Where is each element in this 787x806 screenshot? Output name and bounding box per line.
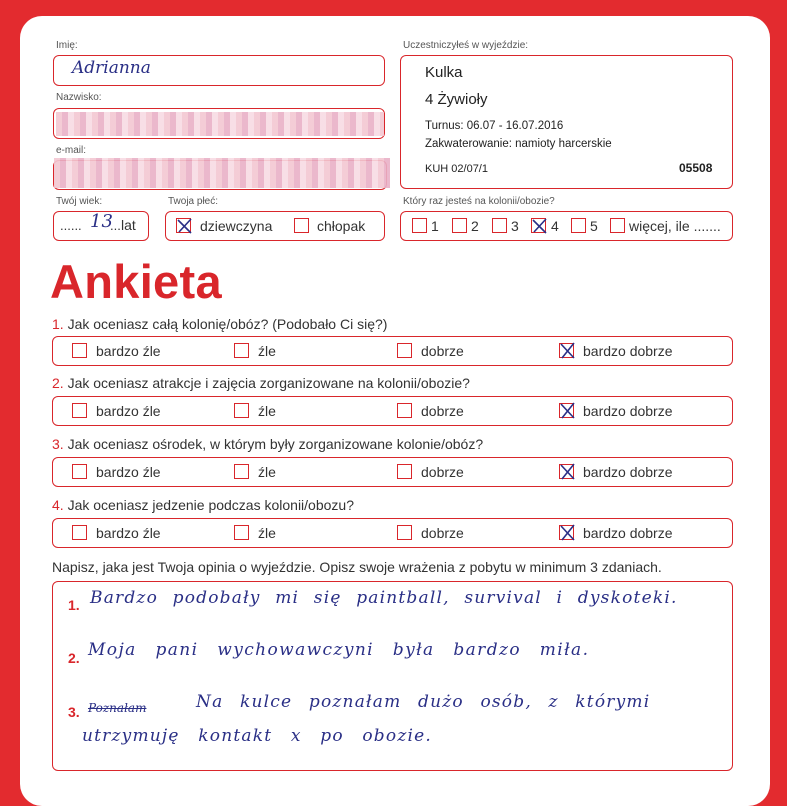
times-checkbox-3[interactable] xyxy=(492,218,507,233)
q1-option-very-good: bardzo dobrze xyxy=(583,343,673,359)
q3-option-bad-checkbox[interactable] xyxy=(234,464,249,479)
times-checkbox-more[interactable] xyxy=(610,218,625,233)
q4-option-bad-checkbox[interactable] xyxy=(234,525,249,540)
email-label: e-mail: xyxy=(56,145,87,156)
q1-option-very-bad-checkbox[interactable] xyxy=(72,343,87,358)
q3-option-good: dobrze xyxy=(421,464,464,480)
q4-option-very-good-checkbox[interactable] xyxy=(559,525,574,540)
opinion-line-2: Moja pani wychowawczyni była bardzo miła. xyxy=(88,640,590,660)
q2-option-good: dobrze xyxy=(421,403,464,419)
times-option-5: 5 xyxy=(590,218,598,234)
q2-option-good-checkbox[interactable] xyxy=(397,403,412,418)
times-label: Który raz jesteś na kolonii/obozie? xyxy=(403,196,555,207)
q4-option-very-bad-checkbox[interactable] xyxy=(72,525,87,540)
times-checkbox-2[interactable] xyxy=(452,218,467,233)
q4-option-bad: źle xyxy=(258,525,276,541)
age-dots-right: ... xyxy=(110,218,121,233)
age-value: 13 xyxy=(90,211,113,232)
name-value: Adrianna xyxy=(72,58,151,78)
q1-option-good: dobrze xyxy=(421,343,464,359)
lodging-value: namioty harcerskie xyxy=(515,138,612,150)
opinion-line-3-number: 3. xyxy=(68,704,80,720)
opinion-line-1-number: 1. xyxy=(68,597,80,613)
q3-option-very-good-checkbox[interactable] xyxy=(559,464,574,479)
question-4-number: 4. xyxy=(52,497,64,513)
q4-option-very-bad: bardzo źle xyxy=(96,525,161,541)
gender-female-label: dziewczyna xyxy=(200,218,273,234)
name-label: Imię: xyxy=(56,40,78,51)
gender-label: Twoja płeć: xyxy=(168,196,219,207)
opinion-line-4: utrzymuję kontakt x po obozie. xyxy=(82,726,432,746)
times-option-4: 4 xyxy=(551,218,559,234)
question-1-text: Jak oceniasz całą kolonię/obóz? (Podobało Ci się?) xyxy=(67,316,388,332)
trip-place: Kulka xyxy=(425,64,463,81)
q1-option-very-bad: bardzo źle xyxy=(96,343,161,359)
opinion-line-3: Na kulce poznałam dużo osób, z którymi xyxy=(196,692,651,712)
opinion-line-2-number: 2. xyxy=(68,650,80,666)
gender-male-label: chłopak xyxy=(317,218,366,234)
question-4-text: Jak oceniasz jedzenie podczas kolonii/obozu? xyxy=(67,497,354,513)
lodging-label: Zakwaterowanie: xyxy=(425,138,512,150)
age-label: Twój wiek: xyxy=(56,196,103,207)
question-1-number: 1. xyxy=(52,316,64,332)
times-checkbox-1[interactable] xyxy=(412,218,427,233)
age-dots-left: ...... xyxy=(60,218,82,233)
question-2-text: Jak oceniasz atrakcje i zajęcia zorganizowane na kolonii/obozie? xyxy=(67,375,470,391)
trip-lodging xyxy=(425,138,612,150)
q3-option-good-checkbox[interactable] xyxy=(397,464,412,479)
q1-option-good-checkbox[interactable] xyxy=(397,343,412,358)
q3-option-very-bad: bardzo źle xyxy=(96,464,161,480)
q4-option-good: dobrze xyxy=(421,525,464,541)
q2-option-very-bad: bardzo źle xyxy=(96,403,161,419)
times-checkbox-5[interactable] xyxy=(571,218,586,233)
q1-option-bad: źle xyxy=(258,343,276,359)
q2-option-bad-checkbox[interactable] xyxy=(234,403,249,418)
surname-label: Nazwisko: xyxy=(56,92,102,103)
question-2-number: 2. xyxy=(52,375,64,391)
q1-option-very-good-checkbox[interactable] xyxy=(559,343,574,358)
trip-label: Uczestniczyłeś w wyjeździe: xyxy=(403,40,529,51)
times-option-2: 2 xyxy=(471,218,479,234)
trip-code: KUH 02/07/1 xyxy=(425,163,488,175)
q3-option-very-bad-checkbox[interactable] xyxy=(72,464,87,479)
q3-option-very-good: bardzo dobrze xyxy=(583,464,673,480)
q2-option-very-good: bardzo dobrze xyxy=(583,403,673,419)
question-2 xyxy=(52,375,470,391)
opinion-prompt: Napisz, jaka jest Twoja opinia o wyjeździe. Opisz swoje wrażenia z pobytu w minimum 3 zdaniach. xyxy=(52,559,662,575)
gender-male-checkbox[interactable] xyxy=(294,218,309,233)
times-option-1: 1 xyxy=(431,218,439,234)
email-redaction xyxy=(54,158,390,188)
question-3 xyxy=(52,436,483,452)
question-1 xyxy=(52,316,387,332)
q2-option-bad: źle xyxy=(258,403,276,419)
turnus-label: Turnus: xyxy=(425,120,464,132)
q4-option-good-checkbox[interactable] xyxy=(397,525,412,540)
surname-redaction xyxy=(56,112,384,136)
q2-option-very-good-checkbox[interactable] xyxy=(559,403,574,418)
question-4 xyxy=(52,497,354,513)
q2-option-very-bad-checkbox[interactable] xyxy=(72,403,87,418)
gender-female-checkbox[interactable] xyxy=(176,218,191,233)
trip-number: 05508 xyxy=(679,161,713,175)
q3-option-bad: źle xyxy=(258,464,276,480)
turnus-value: 06.07 - 16.07.2016 xyxy=(466,120,564,132)
q4-option-very-good: bardzo dobrze xyxy=(583,525,673,541)
times-option-more: więcej, ile ....... xyxy=(629,218,721,234)
page-title: Ankieta xyxy=(50,255,222,308)
opinion-line-1: Bardzo podobały mi się paintball, survival i dyskoteki. xyxy=(90,588,678,608)
age-unit: lat xyxy=(121,217,136,233)
question-3-number: 3. xyxy=(52,436,64,452)
times-checkbox-4[interactable] xyxy=(531,218,546,233)
question-3-text: Jak oceniasz ośrodek, w którym były zorganizowane kolonie/obóz? xyxy=(67,436,484,452)
trip-turnus xyxy=(425,120,563,132)
opinion-line-3-crossed: Poznałam xyxy=(88,701,147,715)
times-option-3: 3 xyxy=(511,218,519,234)
trip-name: 4 Żywioły xyxy=(425,91,488,108)
q1-option-bad-checkbox[interactable] xyxy=(234,343,249,358)
